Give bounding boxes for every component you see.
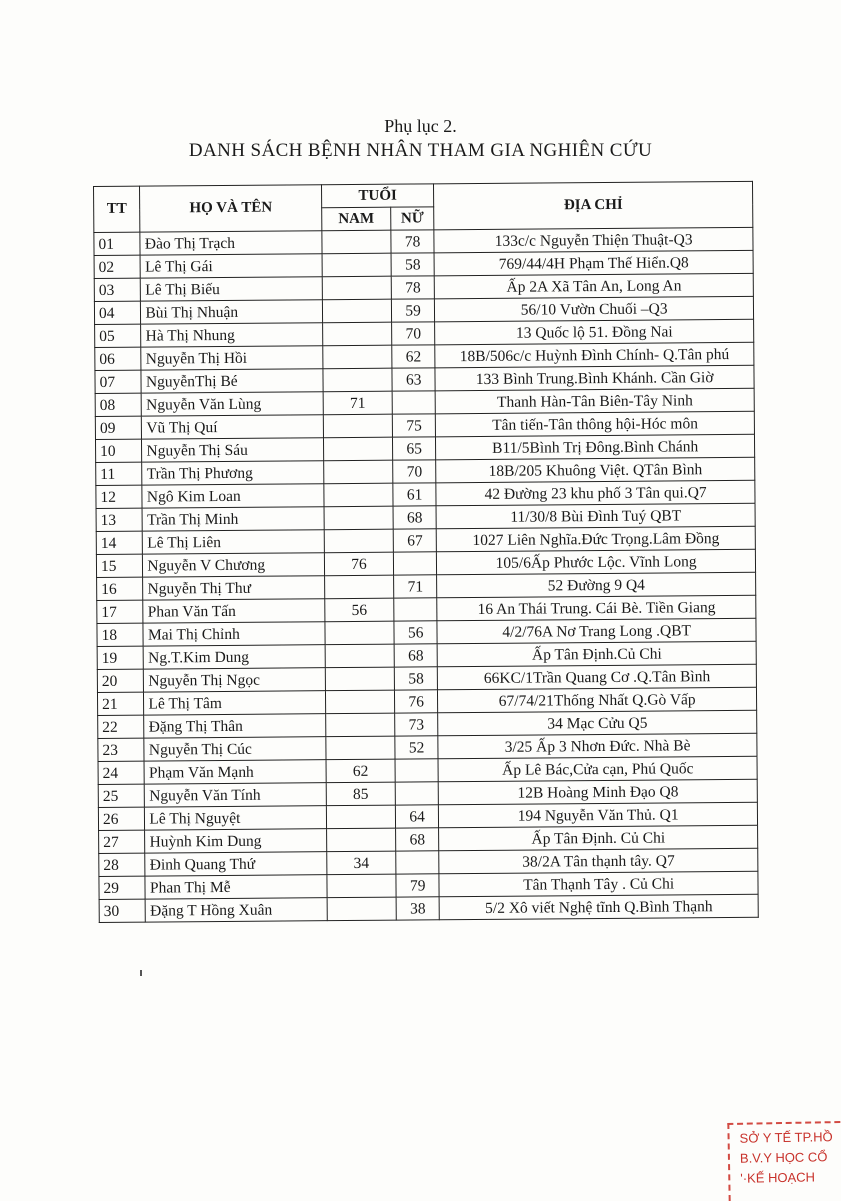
cell-age-male — [322, 299, 391, 323]
cell-address: 34 Mạc Cửu Q5 — [438, 710, 757, 736]
cell-age-male — [323, 414, 392, 438]
cell-tt: 01 — [94, 232, 141, 255]
cell-age-female: 68 — [396, 828, 439, 851]
header-row — [94, 181, 753, 209]
cell-age-female — [394, 598, 437, 621]
cell-address: 18B/506c/c Huỳnh Đình Chính- Q.Tân phú — [435, 342, 754, 368]
cell-age-female: 61 — [393, 483, 436, 506]
cell-tt: 11 — [96, 462, 143, 485]
cell-age-female: 63 — [392, 368, 435, 391]
cell-address: Tân tiến-Tân thông hội-Hóc môn — [436, 411, 755, 437]
cell-age-male — [323, 345, 392, 369]
cell-tt: 13 — [96, 508, 143, 531]
cell-address: 13 Quốc lộ 51. Đồng Nai — [435, 319, 754, 345]
cell-age-female: 78 — [391, 276, 434, 299]
cell-age-male — [322, 230, 391, 254]
cell-name: Đào Thị Trạch — [140, 231, 322, 255]
cell-name: Đặng Thị Thân — [144, 714, 326, 738]
cell-tt: 22 — [98, 715, 145, 738]
cell-age-female: 68 — [394, 644, 437, 667]
cell-age-female — [392, 391, 435, 414]
cell-name: Nguyễn Thị Cúc — [144, 737, 326, 761]
cell-address: 1027 Liên Nghĩa.Đức Trọng.Lâm Đồng — [437, 526, 756, 552]
header-name: HỌ VÀ TÊN — [140, 185, 322, 232]
cell-tt: 10 — [95, 439, 142, 462]
cell-tt: 06 — [95, 347, 142, 370]
cell-name: Lê Thị Tâm — [144, 691, 326, 715]
cell-age-female: 62 — [392, 345, 435, 368]
table-body — [94, 227, 758, 922]
cell-age-female: 64 — [395, 805, 438, 828]
cell-address: 56/10 Vườn Chuối –Q3 — [435, 296, 754, 322]
cell-age-male — [325, 644, 394, 668]
cell-name: Hà Thị Nhung — [141, 323, 323, 347]
cell-address: 133c/c Nguyễn Thiện Thuật-Q3 — [434, 227, 753, 253]
cell-address: 194 Nguyễn Văn Thủ. Q1 — [439, 802, 758, 828]
cell-address: 3/25 Ấp 3 Nhơn Đức. Nhà Bè — [438, 733, 757, 759]
cell-address: 133 Bình Trung.Bình Khánh. Cần Giờ — [435, 365, 754, 391]
cell-name: Phan Thị Mễ — [145, 875, 327, 899]
cell-address: 11/30/8 Bùi Đình Tuý QBT — [436, 503, 755, 529]
cell-tt: 15 — [96, 554, 143, 577]
cell-name: Ng.T.Kim Dung — [144, 645, 326, 669]
cell-name: Phạm Văn Mạnh — [144, 760, 326, 784]
cell-name: Nguyễn Thị Sáu — [142, 438, 324, 462]
cell-age-male — [325, 667, 394, 691]
official-stamp — [727, 1121, 841, 1201]
cell-age-female — [395, 759, 438, 782]
cell-address: 12B Hoàng Minh Đạo Q8 — [439, 779, 758, 805]
cell-tt: 29 — [99, 876, 146, 899]
table-row — [99, 894, 758, 922]
cell-name: Nguyễn Thị Hồi — [141, 346, 323, 370]
cell-age-male — [323, 437, 392, 461]
cell-age-male — [322, 322, 391, 346]
cell-tt: 14 — [96, 531, 143, 554]
cell-age-male: 76 — [324, 552, 393, 576]
cell-tt: 17 — [97, 600, 144, 623]
cell-name: Lê Thị Biếu — [141, 277, 323, 301]
cell-age-female: 67 — [393, 529, 436, 552]
cell-age-female — [393, 552, 436, 575]
cell-tt: 28 — [99, 853, 146, 876]
cell-age-male: 85 — [326, 782, 395, 806]
cell-age-male — [326, 736, 395, 760]
cell-tt: 04 — [94, 301, 141, 324]
cell-name: Đặng T Hồng Xuân — [146, 898, 328, 922]
header-age: TUỔI — [321, 184, 434, 208]
cell-name: Lê Thị Nguyệt — [145, 806, 327, 830]
cell-tt: 26 — [98, 807, 145, 830]
cell-tt: 20 — [97, 669, 144, 692]
cell-address: Tân Thạnh Tây . Củ Chi — [439, 871, 758, 897]
stamp-line: B.V.Y HỌC CỔ — [739, 1149, 828, 1166]
header-tt: TT — [94, 186, 141, 232]
cell-age-female: 73 — [395, 713, 438, 736]
cell-age-male — [324, 506, 393, 530]
header-male: NAM — [322, 207, 391, 231]
cell-age-male — [322, 276, 391, 300]
patient-table — [93, 181, 759, 923]
cell-tt: 07 — [95, 370, 142, 393]
cell-age-male — [326, 828, 395, 852]
cell-age-female: 75 — [392, 414, 435, 437]
cell-address: Ấp Lê Bác,Cửa cạn, Phú Quốc — [438, 756, 757, 782]
cell-age-female: 58 — [391, 253, 434, 276]
cell-age-female: 52 — [395, 736, 438, 759]
cell-address: Ấp 2A Xã Tân An, Long An — [435, 273, 754, 299]
cell-name: Phan Văn Tấn — [143, 599, 325, 623]
cell-address: 16 An Thái Trung. Cái Bè. Tiền Giang — [437, 595, 756, 621]
cell-name: Trần Thị Minh — [142, 507, 324, 531]
cell-age-female: 78 — [391, 230, 434, 253]
cell-name: Mai Thị Chỉnh — [143, 622, 325, 646]
cell-tt: 12 — [96, 485, 143, 508]
cell-age-female: 68 — [393, 506, 436, 529]
cell-address: 18B/205 Khuông Việt. QTân Bình — [436, 457, 755, 483]
cell-tt: 19 — [97, 646, 144, 669]
cell-address: 769/44/4H Phạm Thế Hiển.Q8 — [434, 250, 753, 276]
cell-age-male: 34 — [327, 851, 396, 875]
cell-tt: 18 — [97, 623, 144, 646]
cell-tt: 03 — [94, 278, 141, 301]
header-address: ĐỊA CHỈ — [434, 181, 753, 230]
cell-age-male — [324, 483, 393, 507]
document-title: DANH SÁCH BỆNH NHÂN THAM GIA NGHIÊN CỨU — [188, 140, 653, 161]
cell-age-female: 56 — [394, 621, 437, 644]
cell-name: Lê Thị Liên — [143, 530, 325, 554]
cell-tt: 23 — [98, 738, 145, 761]
cell-age-male — [326, 713, 395, 737]
cell-age-male: 56 — [325, 598, 394, 622]
stamp-line: '·KẾ HOẠCH — [740, 1169, 816, 1186]
cell-address: 52 Đường 9 Q4 — [437, 572, 756, 598]
cell-tt: 25 — [98, 784, 145, 807]
cell-address: 67/74/21Thống Nhất Q.Gò Vấp — [438, 687, 757, 713]
cell-age-female: 70 — [392, 322, 435, 345]
cell-age-female: 59 — [391, 299, 434, 322]
cell-age-female: 70 — [393, 460, 436, 483]
cell-age-male — [324, 460, 393, 484]
cell-age-male — [323, 368, 392, 392]
cell-age-male — [324, 575, 393, 599]
cell-name: Vũ Thị Quí — [142, 415, 324, 439]
cell-age-female: 79 — [396, 874, 439, 897]
cell-tt: 21 — [97, 692, 144, 715]
cell-name: Trần Thị Phương — [142, 461, 324, 485]
cell-age-male — [324, 529, 393, 553]
cell-tt: 09 — [95, 416, 142, 439]
cell-tt: 16 — [97, 577, 144, 600]
cell-address: 5/2 Xô viết Nghệ tĩnh Q.Bình Thạnh — [439, 894, 758, 920]
cell-address: 38/2A Tân thạnh tây. Q7 — [439, 848, 758, 874]
cell-age-male — [327, 897, 396, 921]
cell-address: Ấp Tân Định.Củ Chi — [437, 641, 756, 667]
cell-age-male: 71 — [323, 391, 392, 415]
cell-name: Ngô Kim Loan — [142, 484, 324, 508]
cell-name: Huỳnh Kim Dung — [145, 829, 327, 853]
stray-mark — [140, 970, 142, 976]
cell-address: 66KC/1Trần Quang Cơ .Q.Tân Bình — [438, 664, 757, 690]
cell-age-male — [326, 805, 395, 829]
cell-age-male: 62 — [326, 759, 395, 783]
cell-name: Nguyễn Thị Thư — [143, 576, 325, 600]
cell-name: Nguyễn V Chương — [143, 553, 325, 577]
cell-age-male — [325, 690, 394, 714]
cell-address: Ấp Tân Định. Củ Chi — [439, 825, 758, 851]
cell-tt: 02 — [94, 255, 141, 278]
cell-name: Đinh Quang Thứ — [145, 852, 327, 876]
cell-age-male — [325, 621, 394, 645]
cell-age-female: 76 — [394, 690, 437, 713]
header-female: NỮ — [391, 207, 434, 230]
cell-age-female: 65 — [392, 437, 435, 460]
cell-tt: 24 — [98, 761, 145, 784]
cell-address: 42 Đường 23 khu phố 3 Tân qui.Q7 — [436, 480, 755, 506]
cell-name: Nguyễn Văn Tính — [145, 783, 327, 807]
cell-age-female — [395, 782, 438, 805]
cell-name: Bùi Thị Nhuận — [141, 300, 323, 324]
cell-age-female: 71 — [394, 575, 437, 598]
cell-age-male — [322, 253, 391, 277]
cell-age-male — [327, 874, 396, 898]
cell-name: Nguyễn Thị Ngọc — [144, 668, 326, 692]
cell-address: 4/2/76A Nơ Trang Long .QBT — [437, 618, 756, 644]
cell-name: NguyễnThị Bé — [141, 369, 323, 393]
cell-address: B11/5Bình Trị Đông.Bình Chánh — [436, 434, 755, 460]
appendix-label: Phụ lục 2. — [384, 116, 457, 136]
cell-age-female: 38 — [396, 897, 439, 920]
cell-address: Thanh Hàn-Tân Biên-Tây Ninh — [435, 388, 754, 414]
cell-tt: 27 — [99, 830, 146, 853]
cell-name: Nguyễn Văn Lùng — [142, 392, 324, 416]
cell-address: 105/6Ấp Phước Lộc. Vĩnh Long — [437, 549, 756, 575]
cell-tt: 30 — [99, 899, 146, 922]
cell-age-female — [396, 851, 439, 874]
cell-tt: 05 — [95, 324, 142, 347]
cell-age-female: 58 — [394, 667, 437, 690]
stamp-line: SỞ Y TẾ TP.HỒ — [739, 1129, 833, 1146]
cell-tt: 08 — [95, 393, 142, 416]
cell-name: Lê Thị Gái — [140, 254, 322, 278]
